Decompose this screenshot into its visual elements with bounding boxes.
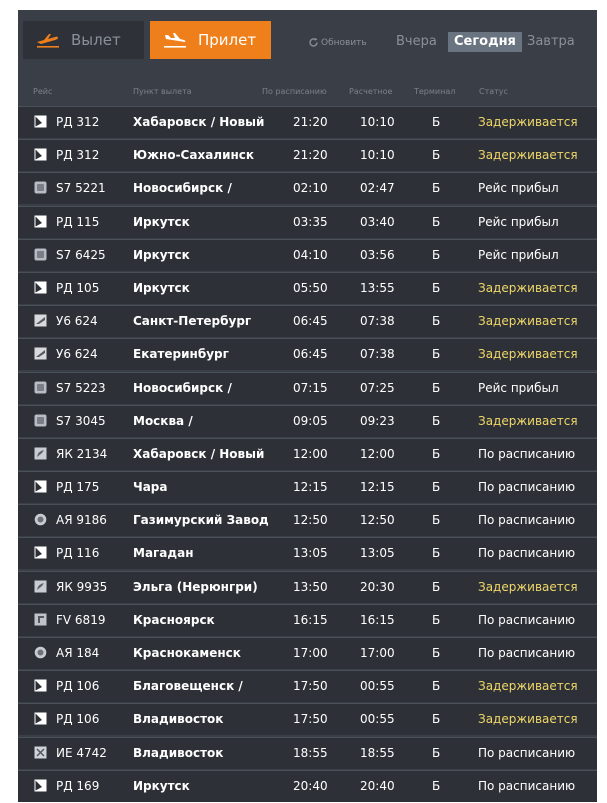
scheduled-time: 05:50 bbox=[293, 280, 328, 295]
airline-logo-yak-icon bbox=[34, 580, 47, 593]
estimated-time: 12:15 bbox=[360, 480, 395, 495]
estimated-time: 20:30 bbox=[360, 579, 395, 594]
flight-board bbox=[18, 10, 597, 793]
table-row[interactable] bbox=[18, 239, 597, 271]
estimated-time: 20:40 bbox=[360, 778, 395, 793]
table-row[interactable] bbox=[18, 504, 597, 536]
flight-number: АЯ 9186 bbox=[56, 513, 107, 528]
scheduled-time: 17:50 bbox=[293, 712, 328, 727]
flight-number: S7 5223 bbox=[56, 380, 106, 395]
flight-number: АЯ 184 bbox=[56, 646, 100, 660]
table-row[interactable] bbox=[18, 272, 597, 304]
origin-city: Иркутск bbox=[133, 778, 190, 793]
origin-city: Санкт-Петербург bbox=[133, 314, 252, 329]
table-row[interactable] bbox=[18, 637, 597, 669]
scheduled-time: 18:55 bbox=[293, 745, 328, 760]
tab-departures-label: Вылет bbox=[71, 31, 121, 49]
flight-status: Задерживается bbox=[478, 148, 578, 163]
estimated-time: 00:55 bbox=[360, 712, 395, 727]
flight-list bbox=[18, 106, 597, 803]
table-row[interactable] bbox=[18, 305, 597, 337]
estimated-time: 17:00 bbox=[360, 646, 395, 660]
flight-number: ЯК 2134 bbox=[56, 446, 108, 461]
flight-number: РД 115 bbox=[56, 214, 100, 229]
flight-status: Задерживается bbox=[478, 115, 578, 129]
tab-arrivals[interactable] bbox=[150, 21, 271, 59]
refresh-label: Обновить bbox=[321, 37, 367, 48]
departure-plane-icon bbox=[35, 32, 61, 48]
airline-logo-ie-icon bbox=[34, 746, 47, 759]
terminal: Б bbox=[432, 513, 441, 528]
flight-status: По расписанию bbox=[478, 513, 576, 528]
scheduled-time: 06:45 bbox=[293, 347, 328, 362]
origin-city: Магадан bbox=[133, 546, 194, 561]
flight-number: У6 624 bbox=[56, 347, 98, 362]
origin-city: Владивосток bbox=[133, 745, 224, 760]
origin-city: Владивосток bbox=[133, 712, 224, 727]
flight-number: РД 105 bbox=[56, 280, 100, 295]
terminal: Б bbox=[432, 745, 441, 760]
flight-number: РД 175 bbox=[56, 480, 100, 495]
origin-city: Красноярск bbox=[133, 612, 215, 627]
scheduled-time: 06:45 bbox=[293, 314, 328, 329]
estimated-time: 13:55 bbox=[360, 280, 395, 295]
table-row[interactable] bbox=[18, 703, 597, 735]
flight-status: Задерживается bbox=[478, 347, 578, 362]
airline-logo-s7-icon bbox=[34, 381, 47, 394]
table-row[interactable] bbox=[18, 737, 597, 769]
scheduled-time: 21:20 bbox=[293, 148, 328, 163]
airline-logo-fv-icon bbox=[34, 613, 47, 626]
origin-city: Краснокаменск bbox=[133, 646, 241, 660]
terminal: Б bbox=[432, 347, 441, 362]
flight-status: По расписанию bbox=[478, 546, 576, 561]
airline-logo-s7-icon bbox=[34, 248, 47, 261]
flight-status: По расписанию bbox=[478, 646, 576, 660]
origin-city: Благовещенск / bbox=[133, 679, 243, 694]
column-origin: Пункт вылета bbox=[133, 87, 192, 96]
airline-logo-s7-icon bbox=[34, 414, 47, 427]
column-flight: Рейс bbox=[33, 87, 53, 96]
terminal: Б bbox=[432, 646, 441, 660]
airline-logo-s7-icon bbox=[34, 181, 47, 194]
flight-number: FV 6819 bbox=[56, 612, 106, 627]
flight-number: РД 106 bbox=[56, 679, 100, 694]
flight-status: Задерживается bbox=[478, 579, 578, 594]
flight-status: Задерживается bbox=[478, 679, 578, 694]
scheduled-time: 13:05 bbox=[293, 546, 328, 561]
flight-number: ЯК 9935 bbox=[56, 579, 108, 594]
terminal: Б bbox=[432, 148, 441, 163]
table-row[interactable] bbox=[18, 139, 597, 171]
estimated-time: 00:55 bbox=[360, 679, 395, 694]
flight-status: По расписанию bbox=[478, 480, 576, 495]
airline-logo-yak-icon bbox=[34, 447, 47, 460]
table-row[interactable] bbox=[18, 438, 597, 470]
scheduled-time: 13:50 bbox=[293, 579, 328, 594]
origin-city: Москва / bbox=[133, 413, 193, 428]
origin-city: Хабаровск / Новый bbox=[133, 446, 265, 461]
board-toolbar bbox=[18, 10, 597, 70]
table-row[interactable] bbox=[18, 172, 597, 204]
flight-number: S7 5221 bbox=[56, 181, 106, 196]
terminal: Б bbox=[432, 612, 441, 627]
estimated-time: 10:10 bbox=[360, 115, 395, 129]
origin-city: Газимурский Завод bbox=[133, 513, 269, 528]
airline-logo-rd-icon bbox=[34, 215, 47, 228]
origin-city: Южно-Сахалинск bbox=[133, 148, 255, 163]
flight-status: Задерживается bbox=[478, 712, 578, 727]
estimated-time: 13:05 bbox=[360, 546, 395, 561]
flight-status: Рейс прибыл bbox=[478, 247, 559, 262]
flight-number: РД 312 bbox=[56, 148, 100, 163]
estimated-time: 02:47 bbox=[360, 181, 395, 196]
scheduled-time: 16:15 bbox=[293, 612, 328, 627]
terminal: Б bbox=[432, 778, 441, 793]
origin-city: Иркутск bbox=[133, 247, 190, 262]
airline-logo-rd-icon bbox=[34, 281, 47, 294]
scheduled-time: 04:10 bbox=[293, 247, 328, 262]
airline-logo-rd-icon bbox=[34, 148, 47, 161]
estimated-time: 07:25 bbox=[360, 380, 395, 395]
scheduled-time: 17:00 bbox=[293, 646, 328, 660]
arrival-plane-icon bbox=[162, 32, 188, 48]
column-scheduled: По расписанию bbox=[262, 87, 327, 96]
flight-status: По расписанию bbox=[478, 745, 576, 760]
terminal: Б bbox=[432, 380, 441, 395]
flight-number: S7 6425 bbox=[56, 247, 106, 262]
terminal: Б bbox=[432, 314, 441, 329]
estimated-time: 03:40 bbox=[360, 214, 395, 229]
terminal: Б bbox=[432, 446, 441, 461]
terminal: Б bbox=[432, 546, 441, 561]
column-status: Статус bbox=[479, 87, 508, 96]
scheduled-time: 02:10 bbox=[293, 181, 328, 196]
flight-status: По расписанию bbox=[478, 612, 576, 627]
estimated-time: 09:23 bbox=[360, 413, 395, 428]
estimated-time: 12:00 bbox=[360, 446, 395, 461]
scheduled-time: 07:15 bbox=[293, 380, 328, 395]
table-row[interactable] bbox=[18, 471, 597, 503]
airline-logo-aya-icon bbox=[34, 646, 47, 659]
terminal: Б bbox=[432, 480, 441, 495]
origin-city: Иркутск bbox=[133, 280, 190, 295]
scheduled-time: 17:50 bbox=[293, 679, 328, 694]
table-header bbox=[18, 84, 597, 102]
scheduled-time: 12:00 bbox=[293, 446, 328, 461]
origin-city: Новосибирск / bbox=[133, 181, 232, 196]
terminal: Б bbox=[432, 712, 441, 727]
tab-arrivals-label: Прилет bbox=[198, 31, 257, 49]
terminal: Б bbox=[432, 181, 441, 196]
table-row[interactable] bbox=[18, 571, 597, 603]
refresh-icon bbox=[308, 37, 319, 48]
table-row[interactable] bbox=[18, 338, 597, 370]
airline-logo-rd-icon bbox=[34, 546, 47, 559]
table-row[interactable] bbox=[18, 537, 597, 569]
flight-number: РД 169 bbox=[56, 778, 100, 793]
estimated-time: 12:50 bbox=[360, 513, 395, 528]
estimated-time: 07:38 bbox=[360, 347, 395, 362]
terminal: Б bbox=[432, 214, 441, 229]
column-terminal: Терминал bbox=[414, 87, 456, 96]
scheduled-time: 12:50 bbox=[293, 513, 328, 528]
terminal: Б bbox=[432, 247, 441, 262]
flight-status: Задерживается bbox=[478, 314, 578, 329]
flight-number: ИЕ 4742 bbox=[56, 745, 107, 760]
flight-number: У6 624 bbox=[56, 314, 98, 329]
tab-departures[interactable] bbox=[23, 21, 144, 59]
flight-number: РД 106 bbox=[56, 712, 100, 727]
table-row[interactable] bbox=[18, 770, 597, 802]
flight-status: Задерживается bbox=[478, 280, 578, 295]
scheduled-time: 21:20 bbox=[293, 115, 328, 129]
scheduled-time: 03:35 bbox=[293, 214, 328, 229]
airline-logo-rd-icon bbox=[34, 779, 47, 792]
scheduled-time: 12:15 bbox=[293, 480, 328, 495]
table-row[interactable] bbox=[18, 670, 597, 702]
flight-status: Рейс прибыл bbox=[478, 380, 559, 395]
day-yesterday[interactable]: Вчера bbox=[396, 34, 437, 49]
day-today[interactable]: Сегодня bbox=[448, 32, 522, 52]
table-row[interactable] bbox=[18, 405, 597, 437]
flight-status: Задерживается bbox=[478, 413, 578, 428]
airline-logo-u6-icon bbox=[34, 347, 47, 360]
table-row[interactable] bbox=[18, 604, 597, 636]
origin-city: Чара bbox=[133, 480, 168, 495]
flight-number: РД 312 bbox=[56, 115, 100, 129]
estimated-time: 10:10 bbox=[360, 148, 395, 163]
terminal: Б bbox=[432, 679, 441, 694]
flight-number: РД 116 bbox=[56, 546, 100, 561]
flight-status: По расписанию bbox=[478, 778, 576, 793]
airline-logo-aya-icon bbox=[34, 513, 47, 526]
day-tomorrow[interactable]: Завтра bbox=[527, 34, 575, 49]
terminal: Б bbox=[432, 413, 441, 428]
estimated-time: 07:38 bbox=[360, 314, 395, 329]
origin-city: Новосибирск / bbox=[133, 380, 232, 395]
estimated-time: 18:55 bbox=[360, 745, 395, 760]
flight-status: Рейс прибыл bbox=[478, 181, 559, 196]
origin-city: Иркутск bbox=[133, 214, 190, 229]
terminal: Б bbox=[432, 115, 441, 129]
table-row[interactable] bbox=[18, 372, 597, 404]
estimated-time: 16:15 bbox=[360, 612, 395, 627]
table-row[interactable] bbox=[18, 106, 597, 138]
origin-city: Хабаровск / Новый bbox=[133, 115, 265, 129]
flight-status: По расписанию bbox=[478, 446, 576, 461]
flight-number: S7 3045 bbox=[56, 413, 106, 428]
estimated-time: 03:56 bbox=[360, 247, 395, 262]
column-estimated: Расчетное bbox=[349, 87, 393, 96]
flight-status: Рейс прибыл bbox=[478, 214, 559, 229]
airline-logo-rd-icon bbox=[34, 480, 47, 493]
terminal: Б bbox=[432, 579, 441, 594]
scheduled-time: 20:40 bbox=[293, 778, 328, 793]
origin-city: Эльга (Нерюнгри) bbox=[133, 579, 258, 594]
terminal: Б bbox=[432, 280, 441, 295]
table-row[interactable] bbox=[18, 206, 597, 238]
airline-logo-rd-icon bbox=[34, 679, 47, 692]
scheduled-time: 09:05 bbox=[293, 413, 328, 428]
airline-logo-u6-icon bbox=[34, 314, 47, 327]
origin-city: Екатеринбург bbox=[133, 347, 229, 362]
airline-logo-rd-icon bbox=[34, 115, 47, 128]
refresh-button[interactable] bbox=[308, 37, 367, 48]
airline-logo-rd-icon bbox=[34, 712, 47, 725]
